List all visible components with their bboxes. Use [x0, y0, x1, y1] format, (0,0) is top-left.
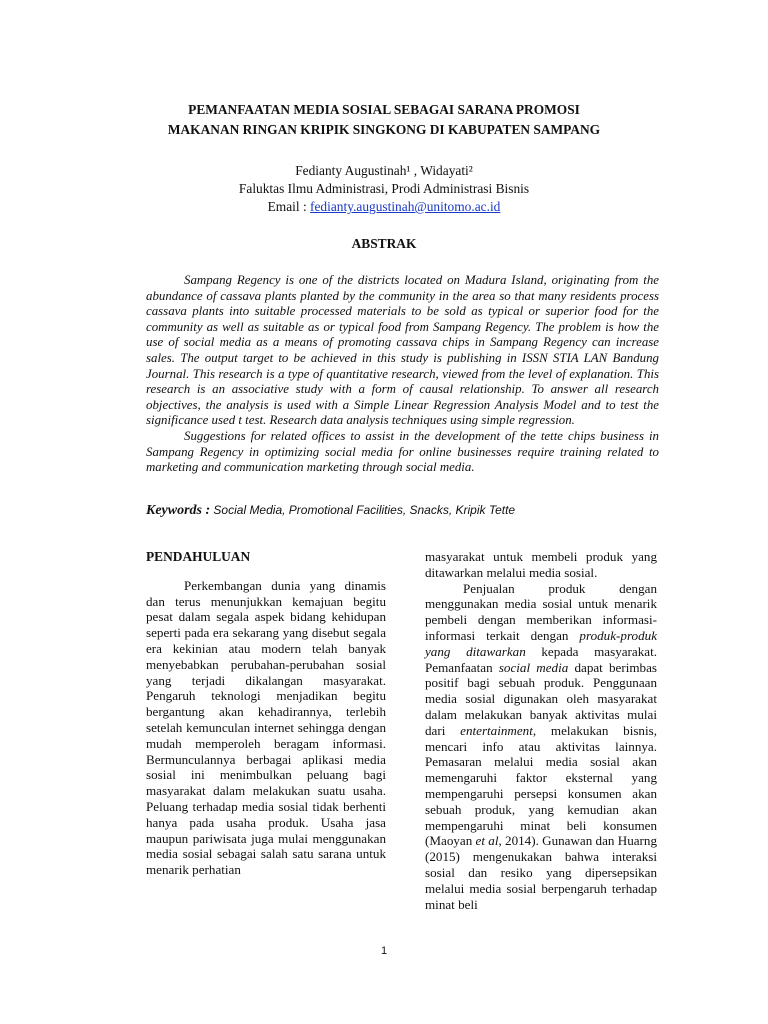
author-block: [150, 162, 618, 216]
p2-text-3: dapat berimbas positif bagi sebuah produk. Penggunaan media sosial digunakan oleh masyarakat dalam melakukan banyak aktivitas mulai dari: [425, 659, 657, 738]
author-affiliation: Faluktas Ilmu Administrasi, Prodi Administrasi Bisnis: [238, 181, 530, 196]
intro-paragraph-1: Perkembangan dunia yang dinamis dan terus menunjukkan kemajuan begitu pesat dalam segala aspek bidang kehidupan seperti pada era sekarang yang disebut segala era kekinian atau modern telah banyak menyebabkan perubahan-perubahan sosial yang terjadi dikalangan masyarakat. Pengaruh teknologi menjadikan begitu bergantung akan kehadirannya, terlebih setelah kemunculan internet sehingga dengan mudah memperoleh beragam informasi. Bermunculannya berbagai aplikasi media sosial ini menimbulkan peluang bagi masyarakat dalam melakukan suatu usaha. Peluang terhadap media sosial tidak berhenti hanya pada usaha produk. Usaha jasa maupun pariwisata juga mulai menggunakan media sosial sebagai salah satu sarana untuk menarik perhatian: [146, 577, 386, 878]
email-label: Email :: [267, 199, 311, 214]
p2-text-4: , melakukan bisnis, mencari info atau aktivitas lainnya. Pemasaran melalui media sosial akan memengaruhi faktor eksternal yang mempengaruhi persepsi konsumen akan sebuah produk, yang kemudian akan mempengaruhi minat beli konsumen (Maoyan: [425, 722, 657, 849]
title-line-1: PEMANFAATAN MEDIA SOSIAL SEBAGAI SARANA PROMOSI: [188, 102, 580, 117]
intro-paragraph-1-continued: masyarakat untuk membeli produk yang ditawarkan melalui media sosial.: [425, 549, 657, 580]
right-column: [425, 549, 657, 912]
author-email-line: [150, 198, 618, 216]
section-heading-pendahuluan: PENDAHULUAN: [146, 549, 251, 564]
abstract-heading: ABSTRAK: [351, 236, 417, 251]
p2-italic-3: entertainment: [460, 722, 533, 738]
p2-text-5: , 2014). Gunawan dan Huarng (2015) mengenukakan bahwa interaksi sosial dan resiko yang dipersepsikan melalui media sosial berpengaruh terhadap minat beli: [425, 833, 658, 912]
abstract-paragraph-1: Sampang Regency is one of the districts located on Madura Island, originating from the abundance of cassava plants planted by the community in the area so that many residents process cassava plants into suitable processed materials to be sold as typical or superior food for the community as well as suitable as or typical food from Sampang Regency. The problem is how the use of social media as a means of promoting cassava chips in Sampang Regency can increase sales. The output target to be achieved in this study is publishing in ISSN STIA LAN Bandung Journal. This research is a type of quantitative research, viewed from the level of explanation. This research is an associative study with a form of causal relationship. To answer all research objectives, the analysis is used with a Simple Linear Regression Analysis Model and to test the significance used t test. Research data analysis techniques using simple regression.: [146, 273, 659, 428]
left-column: [146, 549, 386, 878]
p2-italic-4: et al: [475, 833, 499, 849]
paper-title: [120, 100, 648, 140]
p2-italic-2: social media: [498, 659, 569, 675]
p2-text-2: kepada masyarakat. Pemanfaatan: [425, 643, 657, 675]
email-link[interactable]: fedianty.augustinah@unitomo.ac.id: [310, 199, 501, 214]
abstract-body: [146, 273, 659, 476]
author-names: Fedianty Augustinah¹ , Widayati²: [295, 163, 473, 178]
intro-paragraph-2: [425, 581, 657, 913]
page-number: 1: [380, 945, 388, 957]
keywords-value: Social Media, Promotional Facilities, Snacks, Kripik Tette: [213, 503, 516, 517]
p2-text-1: Penjualan produk dengan menggunakan media sosial untuk menarik pembeli dengan memberikan informasi-informasi terkait dengan: [425, 580, 657, 643]
keywords-line: [146, 502, 659, 519]
p2-italic-1: produk-produk yang ditawarkan: [425, 627, 657, 659]
abstract-paragraph-2: Suggestions for related offices to assist in the development of the tette chips business in Sampang Regency in optimizing social media for online businesses require training related to marketing and communication marketing through social media.: [146, 428, 659, 475]
keywords-label: Keywords :: [146, 503, 211, 518]
title-line-2: MAKANAN RINGAN KRIPIK SINGKONG DI KABUPATEN SAMPANG: [167, 122, 601, 137]
